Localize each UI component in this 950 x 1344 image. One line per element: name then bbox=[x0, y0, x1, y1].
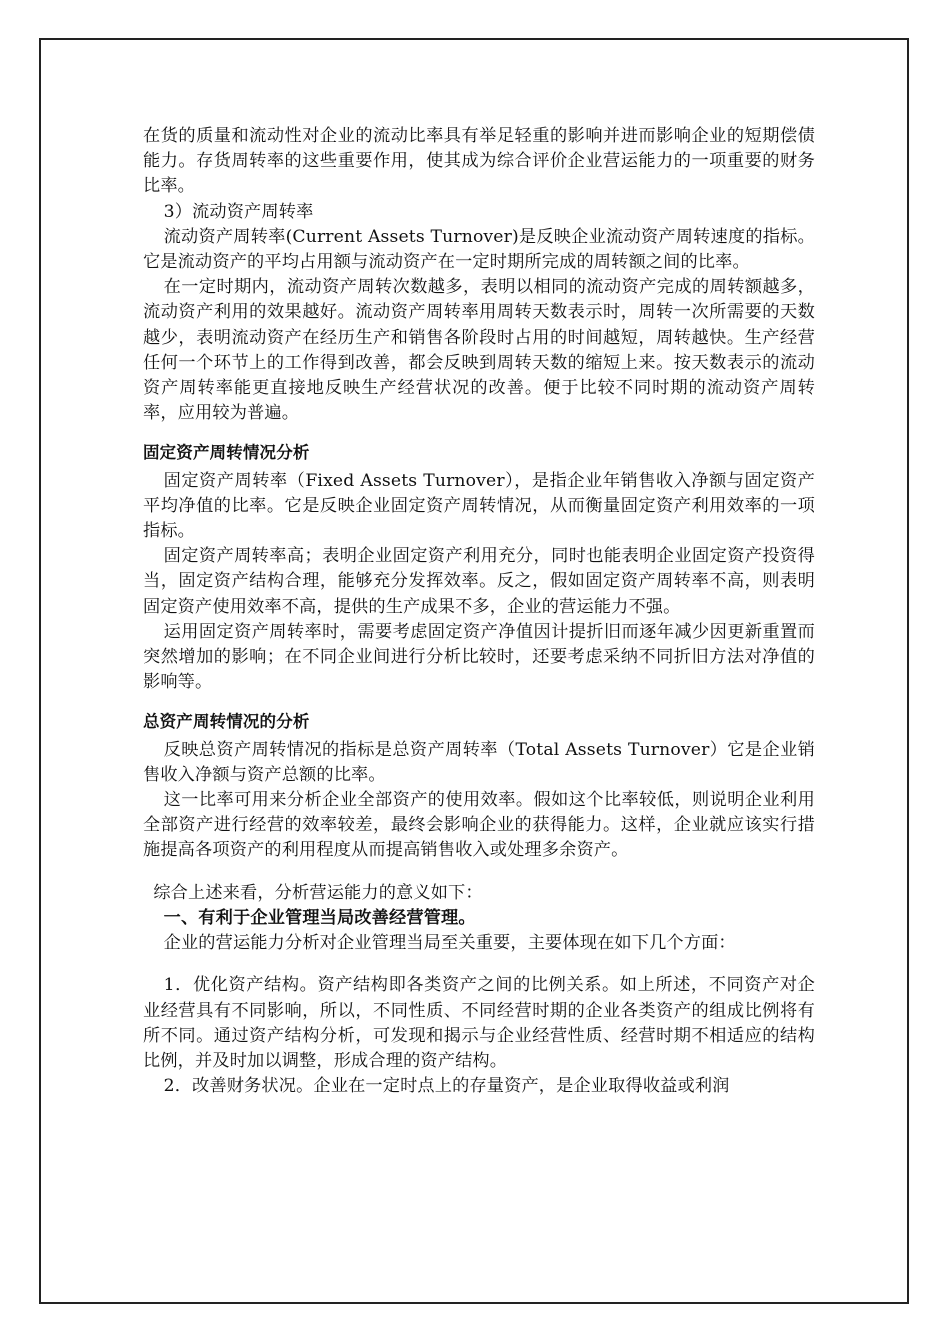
heading-total-assets: 总资产周转情况的分析 bbox=[143, 712, 310, 732]
paragraph-summary-intro: 综合上述来看，分析营运能力的意义如下： bbox=[153, 882, 483, 903]
paragraph-current-assets-explanation: 在一定时期内，流动资产周转次数越多，表明以相同的流动资产完成的周转额越多，流动资产利用的效果越好。流动资产周转率用周转天数表示时，周转一次所需要的天数越少，表明流动资产在经历生产和销售各阶段时占用的时间越短，周转越快。生产经营任何一个环节上的工作得到改善，都会反映到周转天数的缩短上来。按天数表示的流动资产周转率能更直接地反映生产经营状况的改善。便于比较不同时期的流动资产周转率，应用较为普遍。 bbox=[143, 277, 815, 424]
document-body bbox=[143, 124, 815, 1099]
paragraph-optimize-asset-structure: 1．优化资产结构。资产结构即各类资产之间的比例关系。如上所述，不同资产对企业经营具有不同影响，所以，不同性质、不同经营时期的企业各类资产的组成比例将有所不同。通过资产结构分析，可发现和揭示与企业经营性质、经营时期不相适应的结构比例，并及时加以调整，形成合理的资产结构。 bbox=[143, 975, 815, 1071]
subsection-current-assets-turnover: 3）流动资产周转率 bbox=[163, 201, 314, 222]
paragraph-fixed-assets-definition: 固定资产周转率（Fixed Assets Turnover），是指企业年销售收入净额与固定资产平均净值的比率。它是反映企业固定资产周转情况，从而衡量固定资产利用效率的一项指标。 bbox=[143, 470, 815, 542]
paragraph-total-assets-definition: 反映总资产周转情况的指标是总资产周转率（Total Assets Turnover）它是企业销售收入净额与资产总额的比率。 bbox=[143, 739, 815, 785]
paragraph-improve-financial-status: 2．改善财务状况。企业在一定时点上的存量资产，是企业取得收益或利润 bbox=[163, 1076, 730, 1097]
paragraph-current-assets-definition: 流动资产周转率(Current Assets Turnover)是反映企业流动资产周转速度的指标。它是流动资产的平均占用额与流动资产在一定时期所完成的周转额之间的比率。 bbox=[143, 226, 815, 273]
paragraph-total-assets-analysis: 这一比率可用来分析企业全部资产的使用效率。假如这个比率较低，则说明企业利用全部资产进行经营的效率较差，最终会影响企业的获得能力。这样，企业就应该实行措施提高各项资产的利用程度从而提高销售收入或处理多余资产。 bbox=[143, 790, 815, 861]
paragraph-management-importance: 企业的营运能力分析对企业管理当局至关重要，主要体现在如下几个方面： bbox=[163, 933, 736, 954]
paragraph-fixed-assets-usage: 运用固定资产周转率时，需要考虑固定资产净值因计提折旧而逐年减少因更新重置而突然增加的影响；在不同企业间进行分析比较时，还要考虑采纳不同折旧方法对净值的影响等。 bbox=[143, 621, 815, 693]
heading-fixed-assets: 固定资产周转情况分析 bbox=[143, 443, 310, 463]
paragraph-inventory-quality: 在货的质量和流动性对企业的流动比率具有举足轻重的影响并进而影响企业的短期偿债能力。存货周转率的这些重要作用，使其成为综合评价企业营运能力的一项重要的财务比率。 bbox=[143, 126, 815, 197]
heading-improve-management: 一、有利于企业管理当局改善经营管理。 bbox=[163, 907, 476, 928]
paragraph-fixed-assets-high: 固定资产周转率高；表明企业固定资产利用充分，同时也能表明企业固定资产投资得当，固定资产结构合理，能够充分发挥效率。反之，假如固定资产周转率不高，则表明固定资产使用效率不高，提供的生产成果不多，企业的营运能力不强。 bbox=[143, 546, 815, 617]
